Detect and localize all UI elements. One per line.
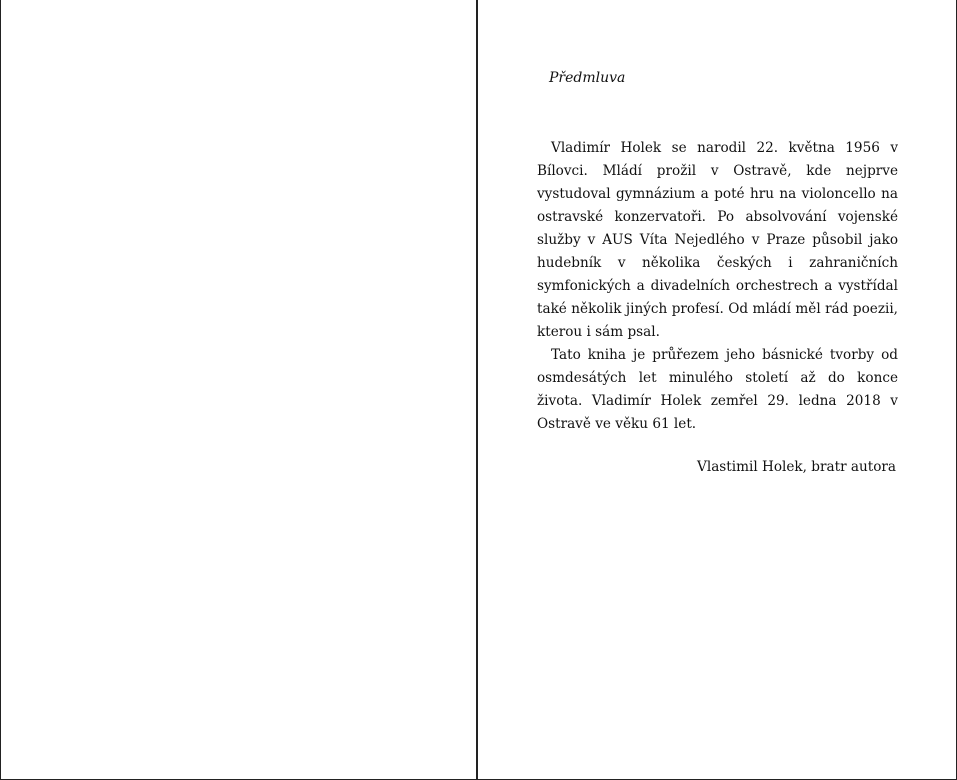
preface-body [537,137,898,436]
section-heading: Předmluva [549,70,626,86]
paragraph-2: Tato kniha je průřezem jeho básnické tvorby od osmdesátých let minulého století až do konce života. Vladimír Holek zemřel 29. ledna 2018 v Ostravě ve věku 61 let. [537,347,898,432]
left-page [1,0,478,779]
paragraph-1: Vladimír Holek se narodil 22. května 1956 v Bílovci. Mládí prožil v Ostravě, kde nejprve vystudoval gymnázium a poté hru na violoncello na ostravské konzervatoři. Po absolvování vojenské služby v AUS Víta Nejedlého v Praze působil jako hudebník v několika českých i zahraničních symfonických a divadelních orchestrech a vystřídal také několik jiných profesí. Od mládí měl rád poezii, kterou i sám psal. [537,140,898,340]
signature: Vlastimil Holek, bratr autora [697,459,896,475]
right-page [480,0,956,779]
